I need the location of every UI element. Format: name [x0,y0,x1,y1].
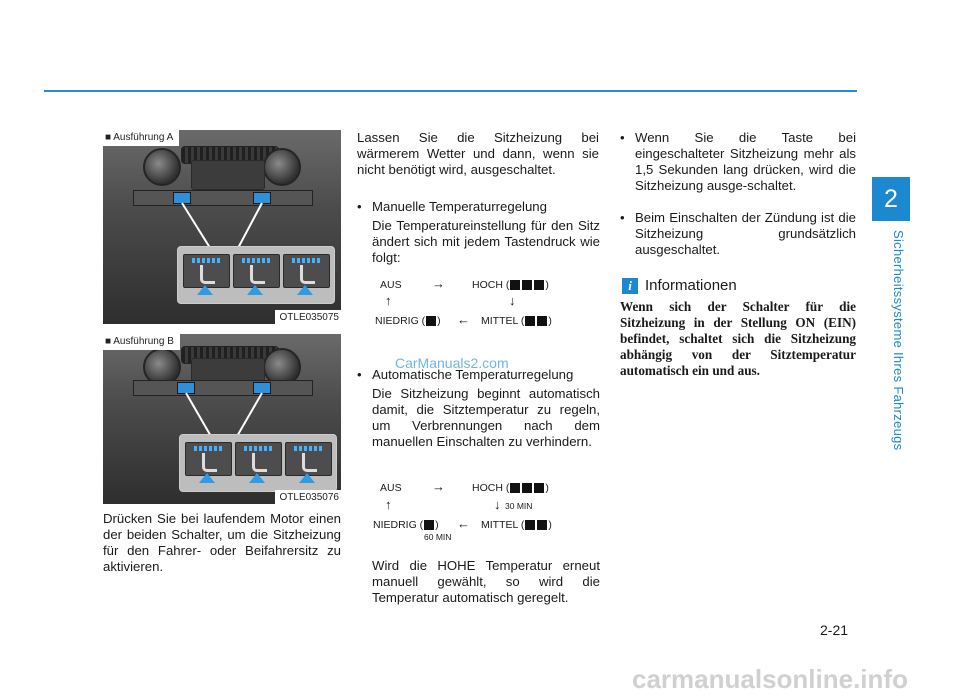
state-medium: MITTEL ( ) [481,315,552,327]
arrow-up-icon [297,285,313,295]
switch-row [133,190,313,206]
state-high: HOCH ( ) [472,279,549,291]
state-high: HOCH ( ) [472,482,549,494]
auto-control-title: Automatische Temperaturregelung [372,367,574,382]
watermark-site: carmanualsonline.info [632,664,908,694]
heater-button-mid [235,442,282,476]
duration-30-label: 30 MIN [505,501,533,511]
state-off: AUS [380,482,402,494]
state-medium: MITTEL ( ) [481,519,552,531]
seat-icon [252,453,267,472]
state-off: AUS [380,279,402,291]
ignition-item [620,210,856,260]
duration-60-label: 60 MIN [424,532,452,542]
activation-paragraph: Drücken Sie bei laufendem Motor einen der beiden Schalter, um die Sitzheizung für den Fahrer- oder Beifahrersitz zu aktivieren. [103,511,341,574]
arrow-right-icon: → [432,479,445,494]
bullet: • [620,210,625,225]
heater-button-high [283,254,330,288]
level-medium-icon [524,520,548,533]
seat-icon [300,265,315,284]
page-number: 2-21 [820,622,849,638]
climate-knob-right [263,148,301,186]
auto-control-desc: Die Sitzheizung beginnt automatisch damit, die Sitztemperatur zu regeln, um Verbrennungen nach dem manuellen Einschalten zu verhindern. [372,386,600,449]
switch-zoom-panel [177,246,335,304]
seat-icon [302,453,317,472]
bullet: • [357,199,362,214]
arrow-down-icon: ↓ [494,497,501,512]
figure-code: OTLE035075 [275,310,342,324]
level-medium-icon [524,316,548,329]
manual-control-title: Manuelle Temperaturregelung [372,199,547,214]
long-press-text: Wenn Sie die Taste bei eingeschalteter Sitzheizung mehr als 1,5 Sekunden lang drücken, wird die Sitzheizung ausge-schaltet. [635,130,856,193]
level-high-icon [509,483,545,496]
info-icon: i [622,278,638,294]
heater-button-mid [233,254,280,288]
seat-icon [250,265,265,284]
manual-control-desc: Die Temperatureinstellung für den Sitz ändert sich mit jedem Tastendruck wie folgt: [372,218,600,265]
chapter-title: Sicherheitssysteme Ihres Fahrzeugs [891,230,906,451]
ignition-text: Beim Einschalten der Zündung ist die Sitzheizung grundsätzlich ausgeschaltet. [635,210,856,257]
watermark-carmanuals: CarManuals2.com [395,355,509,371]
seat-icon [202,453,217,472]
state-low: NIEDRIG ( ) [375,315,441,327]
arrow-right-icon: → [432,276,445,291]
heater-button-low [183,254,230,288]
climate-panel [191,358,265,382]
info-body: Wenn sich der Schalter für die Sitzheizung in der Stellung ON (EIN) befindet, schaltet sich die Sitzheizung abhängig von der Sitztemperatur automatisch ein und aus. [620,299,856,378]
arrow-up-icon [199,473,215,483]
heater-button-low [185,442,232,476]
bullet: • [620,130,625,145]
heater-button-high [285,442,332,476]
state-low: NIEDRIG ( ) [373,519,439,531]
long-press-item [620,130,856,210]
level-high-icon [509,280,545,293]
figure-tag: ■ Ausführung B [103,334,180,350]
chapter-number: 2 [872,177,910,221]
intro-paragraph: Lassen Sie die Sitzheizung bei wärmerem Wetter und dann, wenn sie nicht benötigt wird, ausgeschaltet. [357,130,599,177]
arrow-up-icon: ↑ [385,293,392,308]
figure-a-seat-heater-console [103,130,341,324]
arrow-up-icon [197,285,213,295]
arrow-left-icon: ← [457,312,470,327]
info-heading: Informationen [645,277,737,294]
header-rule [44,90,857,92]
arrow-left-icon: ← [457,516,470,531]
figure-b-seat-heater-console [103,334,341,504]
auto-control-note: Wird die HOHE Temperatur erneut manuell gewählt, so wird die Temperatur automatisch geregelt. [372,558,600,605]
bullet: • [357,367,362,382]
arrow-up-icon [247,285,263,295]
switch-zoom-panel [179,434,337,492]
arrow-up-icon [249,473,265,483]
seat-icon [200,265,215,284]
arrow-up-icon [299,473,315,483]
figure-tag: ■ Ausführung A [103,130,179,146]
arrow-down-icon: ↓ [509,293,516,308]
climate-knob-left [143,148,181,186]
figure-code: OTLE035076 [275,490,342,504]
level-low-icon [425,316,437,329]
climate-panel [191,160,265,190]
switch-row [133,380,313,396]
arrow-up-icon: ↑ [385,497,392,512]
